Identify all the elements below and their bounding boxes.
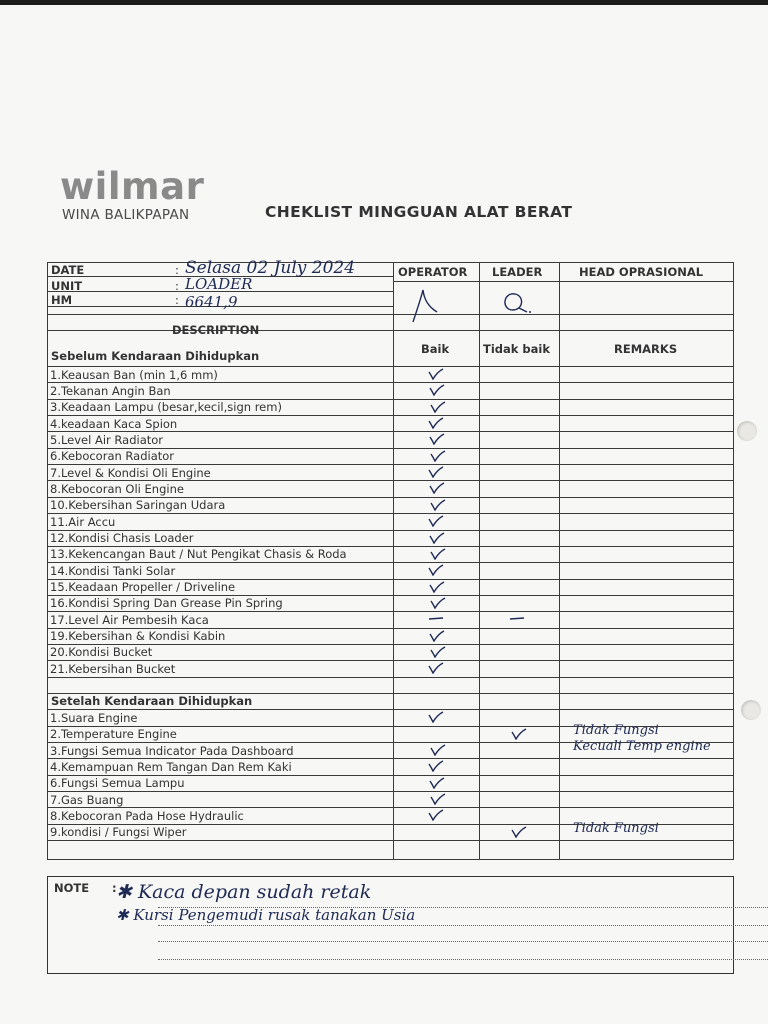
note-colon: : (112, 881, 117, 895)
note-label: NOTE (54, 881, 90, 895)
description-header: DESCRIPTION (172, 323, 260, 337)
tidak-baik-mark (509, 616, 523, 626)
checklist-item: 8.Kebocoran Oli Engine (50, 481, 184, 496)
note-line-2: ✱ Kursi Pengemudi rusak tanakan Usia (116, 906, 416, 924)
baik-mark (430, 499, 444, 509)
baik-mark (430, 597, 444, 607)
checklist-item: 6.Kebocoran Radiator (50, 449, 175, 464)
baik-mark (429, 630, 443, 640)
checklist-item: 12.Kondisi Chasis Loader (50, 531, 194, 545)
baik-mark (429, 777, 443, 787)
checklist-item: 1.Suara Engine (50, 710, 138, 725)
checklist-item: 3.Keadaan Lampu (besar,kecil,sign rem) (50, 400, 282, 415)
baik-mark (428, 809, 442, 819)
tidak-baik-header: Tidak baik (483, 342, 551, 356)
checklist-item: 4.keadaan Kaca Spion (50, 416, 178, 431)
operator-signature (407, 284, 447, 326)
baik-mark (428, 662, 442, 672)
checklist-item: 16.Kondisi Spring Dan Grease Pin Spring (50, 596, 283, 611)
unit-value: LOADER (185, 275, 253, 293)
baik-mark (428, 711, 442, 721)
checklist-item: 2.Temperature Engine (50, 727, 177, 742)
punch-hole (737, 421, 757, 441)
baik-mark (429, 482, 443, 492)
checklist-item: 5.Level Air Radiator (50, 432, 164, 447)
checklist-item: 17.Level Air Pembesih Kaca (50, 612, 209, 627)
checklist-item: 20.Kondisi Bucket (50, 645, 153, 660)
remark-text: Kecuali Temp engine (573, 739, 711, 755)
baik-mark (428, 564, 442, 574)
leader-header: LEADER (492, 265, 543, 279)
checklist-item: 2.Tekanan Angin Ban (50, 383, 171, 398)
checklist-item: 3.Fungsi Semua Indicator Pada Dashboard (50, 743, 294, 758)
section-title: Setelah Kendaraan Dihidupkan (51, 693, 253, 708)
note-line-1: ✱ Kaca depan sudah retak (116, 881, 372, 903)
operator-header: OPERATOR (398, 265, 468, 279)
hm-value: 6641,9 (185, 293, 238, 311)
page-top-edge (0, 0, 768, 5)
tidak-baik-mark (511, 826, 525, 836)
checklist-item: 9.kondisi / Fungsi Wiper (50, 825, 187, 840)
leader-signature (495, 288, 535, 318)
baik-mark (429, 581, 443, 591)
remarks-header: REMARKS (614, 342, 678, 356)
baik-mark (430, 744, 444, 754)
baik-mark (430, 450, 444, 460)
checklist-item: 1.Keausan Ban (min 1,6 mm) (50, 367, 218, 382)
baik-mark (428, 368, 442, 378)
note-section (47, 876, 734, 974)
checklist-item: 10.Kebersihan Saringan Udara (50, 498, 226, 513)
form-title: CHEKLIST MINGGUAN ALAT BERAT (265, 203, 573, 221)
baik-mark (428, 515, 442, 525)
baik-mark (430, 401, 444, 411)
baik-mark (430, 646, 444, 656)
remark-text: Tidak Fungsi (573, 820, 659, 836)
remark-text: Tidak Fungsi (573, 722, 659, 738)
punch-hole (741, 700, 761, 720)
checklist-item: 21.Kebersihan Bucket (50, 661, 176, 676)
brand-logo: wilmar (60, 165, 205, 208)
baik-mark (429, 433, 443, 443)
baik-mark (430, 548, 444, 558)
checklist-item: 11.Air Accu (50, 514, 116, 529)
baik-mark (429, 532, 443, 542)
baik-mark (428, 760, 442, 770)
baik-mark (429, 384, 443, 394)
checklist-item: 14.Kondisi Tanki Solar (50, 563, 176, 578)
checklist-item: 7.Level & Kondisi Oli Engine (50, 465, 211, 480)
baik-header: Baik (421, 342, 450, 356)
checklist-item: 4.Kemampuan Rem Tangan Dan Rem Kaki (50, 759, 292, 774)
brand-subtitle: WINA BALIKPAPAN (62, 207, 190, 223)
checklist-table: DATE UNIT HM : : : Selasa 02 July 2024 LOADER 6641,9 OPERATOR LEADER HEAD OPRASIONAL DESCRIPTION Baik Tidak baik REMARKS Sebelum Kendaraan Dihidupkan 1.Keausan Ban (min 1,6 mm) 2.Tekanan Angin Ban 3.Keadaan Lampu (besar,kecil,sign rem) 4.keadaan Kaca Spion 5.Level Air Radiator 6.Kebocoran Radiator 7.Level & Kondisi Oli Engine 8.Kebocoran Oli Engine 10.Kebersihan Saringan Udara 11.Air Accu 12.Kondisi Chasis Loader 13.Kekencangan Baut / Nut Pengikat Chasis & Roda 14.Kondisi Tanki Solar 15.Keadaan Propeller / Driveline 16.Kondisi Spring Dan Grease Pin Spring 17.Level Air Pembesih Kaca 19.Kebersihan & Kondisi Kabin 20.Kondisi Bucket 21.Kebersihan Bucket Setelah Kendaraan Dihidupkan 1.Suara Engine 2.Temperature Engine Tidak Fungsi 3.Fungsi Semua Indicator Pada Dashboard Kecuali Temp engine 4.Kemampuan Rem Tangan Dan Rem Kaki 6.Fungsi Semua Lampu 7.Gas Buang 8.Kebocoran Pada Hose Hydraulic 9.kondisi / Fungsi Wiper Tidak Fungsi (47, 262, 734, 860)
checklist-item: 13.Kekencangan Baut / Nut Pengikat Chasis & Roda (50, 547, 347, 562)
hm-label: HM (51, 293, 73, 307)
date-value: Selasa 02 July 2024 (185, 258, 356, 278)
checklist-item: 7.Gas Buang (50, 792, 124, 807)
baik-mark (428, 616, 442, 626)
baik-mark (430, 793, 444, 803)
checklist-item: 19.Kebersihan & Kondisi Kabin (50, 629, 226, 644)
section-title: Sebelum Kendaraan Dihidupkan (51, 349, 260, 363)
date-label: DATE (51, 263, 85, 277)
checklist-item: 15.Keadaan Propeller / Driveline (50, 580, 236, 595)
baik-mark (428, 466, 442, 476)
checklist-item: 8.Kebocoran Pada Hose Hydraulic (50, 808, 244, 823)
tidak-baik-mark (511, 728, 525, 738)
baik-mark (428, 417, 442, 427)
head-oprasional-header: HEAD OPRASIONAL (579, 265, 704, 279)
checklist-item: 6.Fungsi Semua Lampu (50, 776, 185, 791)
unit-label: UNIT (51, 279, 83, 293)
